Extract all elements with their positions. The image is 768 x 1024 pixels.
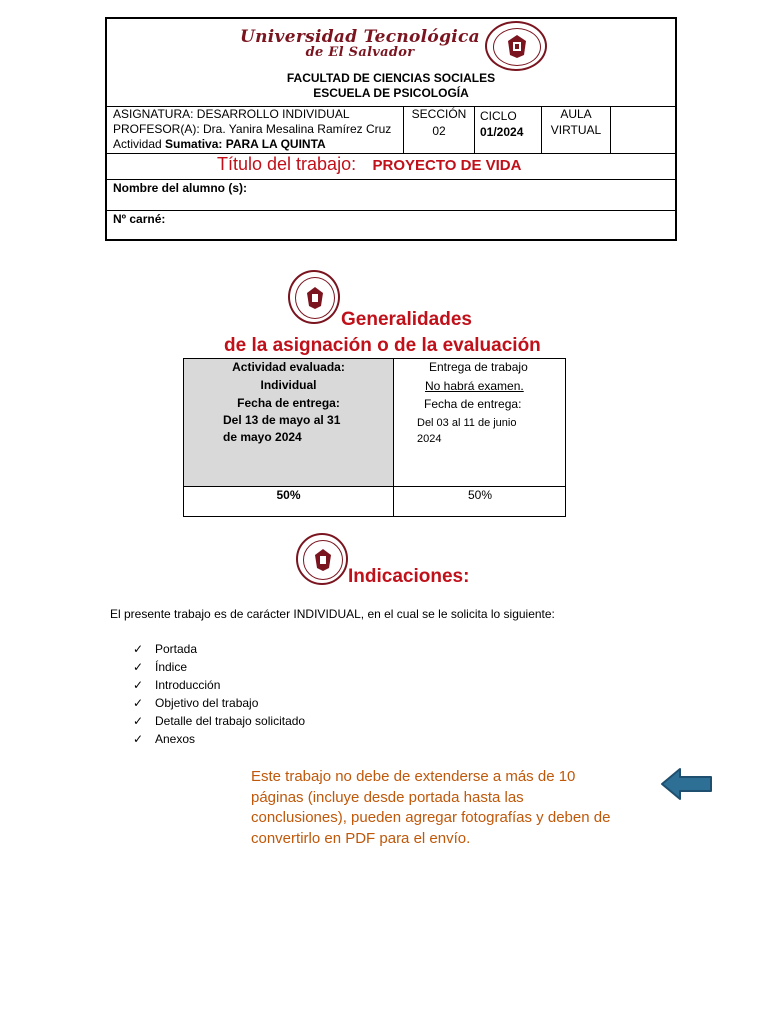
left-line: Fecha de entrega: — [237, 396, 340, 410]
list-item: ✓ Introducción — [133, 678, 221, 692]
left-line: Individual — [260, 378, 317, 392]
work-title-row — [217, 154, 521, 175]
divider — [107, 210, 675, 211]
right-line-2: No habrá examen. — [425, 379, 524, 393]
right-line: Del 03 al 11 de junio — [417, 417, 517, 429]
university-seal-icon — [288, 270, 340, 324]
aula-cell — [542, 107, 610, 138]
seccion-value: 02 — [432, 124, 446, 138]
seccion-cell — [404, 107, 474, 139]
list-item: ✓ Portada — [133, 642, 198, 656]
right-line-3: Fecha de entrega: — [424, 397, 522, 411]
requirements-list — [133, 640, 305, 748]
left-line: Del 13 de mayo al 31 — [223, 413, 341, 427]
work-title-label: Título del trabajo: — [217, 154, 357, 174]
note-line: convertirlo en PDF para el envío. — [251, 829, 471, 847]
left-cell — [184, 359, 393, 412]
divider — [610, 106, 611, 153]
course-info — [113, 107, 403, 152]
checkmark-icon: ✓ — [133, 732, 144, 746]
checkmark-icon: ✓ — [133, 714, 144, 728]
note-line: conclusiones), pueden agregar fotografías y deben de — [251, 809, 611, 826]
right-percent: 50% — [467, 488, 493, 502]
ciclo-label: CICLO — [480, 109, 517, 123]
checkmark-icon: ✓ — [133, 678, 144, 692]
university-logo — [235, 29, 485, 60]
asignatura: ASIGNATURA: DESARROLLO INDIVIDUAL — [113, 107, 350, 121]
logo-line-2: de El Salvador — [305, 45, 415, 60]
profesor: PROFESOR(A): Dra. Yanira Mesalina Ramírez Cruz — [113, 122, 392, 136]
student-id-label: Nº carné: — [113, 212, 166, 226]
page-limit-note — [251, 767, 610, 849]
work-title-value: PROYECTO DE VIDA — [372, 157, 522, 174]
note-line: Este trabajo no debe de extenderse a más de 10 — [251, 768, 576, 785]
ciclo-value: 01/2024 — [480, 125, 524, 139]
list-item: ✓ Índice — [133, 660, 188, 674]
list-item: ✓ Objetivo del trabajo — [133, 696, 259, 710]
list-item: ✓ Detalle del trabajo solicitado — [133, 714, 306, 728]
generalidades-title: Generalidades — [341, 309, 472, 330]
actividad: Actividad Sumativa: PARA LA QUINTA — [113, 137, 326, 151]
left-percent: 50% — [276, 488, 301, 502]
left-line: de mayo 2024 — [223, 430, 302, 444]
list-item: ✓ Anexos — [133, 732, 196, 746]
note-line: páginas (incluye desde portada hasta las — [251, 788, 524, 806]
university-seal-icon — [485, 21, 547, 71]
left-date — [223, 412, 340, 446]
university-seal-icon — [296, 533, 348, 585]
right-line: 2024 — [417, 433, 442, 445]
arrow-left-icon — [660, 767, 714, 801]
checkmark-icon: ✓ — [133, 696, 144, 710]
divider — [107, 179, 675, 180]
evaluation-table — [183, 358, 566, 517]
seccion-label: SECCIÓN — [411, 107, 467, 121]
logo-line-1: Universidad Tecnológica — [239, 27, 480, 47]
student-name-label: Nombre del alumno (s): — [113, 181, 248, 195]
left-line: Actividad evaluada: — [232, 360, 345, 374]
header-box — [105, 17, 677, 241]
faculty-name: FACULTAD DE CIENCIAS SOCIALES — [286, 71, 496, 85]
checkmark-icon: ✓ — [133, 642, 144, 656]
ciclo-cell — [480, 109, 540, 140]
divider — [474, 106, 475, 153]
indicaciones-title: Indicaciones: — [348, 566, 470, 587]
instructions-intro: El presente trabajo es de carácter INDIVIDUAL, en el cual se le solicita lo siguiente: — [110, 607, 555, 621]
right-line-1: Entrega de trabajo — [429, 360, 528, 374]
right-date — [417, 415, 516, 447]
aula-value: VIRTUAL — [550, 123, 602, 137]
school-name: ESCUELA DE PSICOLOGÍA — [313, 86, 469, 100]
generalidades-subtitle: de la asignación o de la evaluación — [224, 335, 541, 356]
aula-label: AULA — [560, 107, 592, 121]
checkmark-icon: ✓ — [133, 660, 144, 674]
